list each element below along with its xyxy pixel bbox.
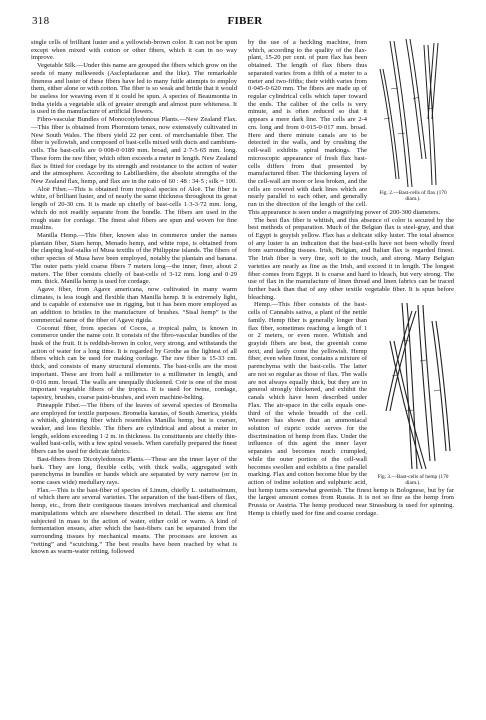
paragraph: single cells of brilliant luster and a yellowish-brown color. It can not be spun except when mixed with cotton or other fibers, which it can in no way improve. [31,39,237,62]
figure-caption: Fig. 3.—Bast-cells of hemp (170 diam.). [377,474,449,487]
paragraph-flax-quality: The best flax fiber is whitish, and this absence of color is secured by the best methods of preparation. Much of the Belgian flax is steel-gray, and that of Egypt is grayish yellow. Flax has a delicate silky luster. The total absence of any luster is an indication that the bast-cells have not been wholly freed from surrounding tissues. Irish, Belgian, and Italian flax is regarded finest. The Irish fiber is very fine, soft to the touch, and strong. Many Belgian varieties are nearly as fine as the Irish, and exceed it in length. The longest fiber comes from Egypt. It is coarse and hard to bleach, but very strong. The use of flax in the manufacture of linen thread and linen fabrics can be traced further back than that of any other textile vegetable fiber. It is spun before bleaching. [248,216,454,301]
right-column [248,39,454,518]
paragraph-coconut-fiber: Coconut fiber, from species of Cocos, a tropical palm, is known in commerce under the name coir. It consists of the fibro-vascular bundles of the husk of the fruit. It is reddish-brown in color, very strong, and withstands the action of water for a long time. It is regarded by Grothe as the lightest of all fibers which can be used for making cordage. The raw fiber is 15-33 cm. thick, and consists of many structural elements. The bast-cells are the most important. These are from half a millimeter to a millimeter in length, and 0·016 mm. broad. The walls are unequally thickened. Coir is one of the most important vegetable fibers of the tropics. It is used for twine, cordage, tapestry, brushes, coarse paint-brushes, and even machine-belting. [31,324,237,402]
paragraph-agave-fiber: Agave fiber, from Agave americana, now cultivated in many warm climates, is less tough and flexible than Manilla hemp. It is extremely light, and is capable of extensive use in rigging, but it has been more employed as an addition to bristles in the manufacture of brushes. “Sisal hemp” is the commercial name of the fiber of Agave rigida. [31,286,237,324]
flax-cells-illustration [372,39,454,189]
paragraph-manilla-hemp: Manilla Hemp.—This fiber, known also in commerce under the names plantain fiber, Siam hemp, Menado hemp, and white rope, is obtained from the clasping leaf-stalks of Musa textilis of the Philippine islands. The fibers of other species of Musa have been employed, notably the plantain and banana. The outer parts yield coarse fibers 7 meters long—the inner, finer, about 2 meters. The fiber consists chiefly of bast-cells of 3-12 mm. long and 0·29 mm. thick. Manilla hemp is used for cordage. [31,231,237,286]
paragraph-hemp: Hemp.—This fiber consists of the bast-cells of Cannabis sativa, a plant of the nettle family. Hemp fiber is generally longer than flax fiber, sometimes reaching a length of 1 or 2 meters, or even more. Whitish and grayish fibers are best, the greenish come next, and lastly come the yellowish. Hemp fiber, even when finest, contains a mixture of parenchyma with the bast-cells. The latter are not so regular as those of flax. The walls are not always equally thick, but they are in general strongly thickened, and exhibit the canals which have been described under Flax. The air-space in the cells equals one-third of the whole breadth of the cell. Wiesner has shown that an ammoniacal solution of cupric oxide serves for the discrimination of hemp from flax. Under the influence of this agent the inner layer separates and becomes much crumpled, while the outer portion of the cell-wall becomes swollen and exhibits a fine parallel marking. Flax and cotton become blue by the action of iodine solution and sulphuric acid, but hemp turns somewhat greenish. The finest hemp is Bolognese, but by far the largest amount comes from Russia. It is not so fine as the hemp from Prussia or Austria. The hemp produced near Strassburg is used for spinning. Hemp is chiefly used for fine and coarse cordage. [248,301,454,517]
paragraph-pineapple-fiber: Pineapple Fiber.—The fibers of the leaves of several species of Bromelia are employed for textile purposes. Bromelia karatas, of South America, yields a whitish, glistening fiber which resembles Manilla hemp, but is coarser, weaker, and less flexible. The fibers are cylindrical and about a meter in length, seldom exceeding 1·2 m. in thickness. Its constituents are chiefly thin-walled bast-cells, with a few spiral vessels. When carefully prepared the finest fibers can be used for delicate fabrics. [31,401,237,456]
paragraph-new-zealand-flax: Fibro-vascular Bundles of Monocotyledonous Plants.—New Zealand Flax.—This fiber is obtained from Phormium tenax, now extensively cultivated in New South Wales. The fibers yield 22 per cent. of merchantable fiber. The fiber is yellowish, and composed of bast-cells mixed with ducts and cambium-cells. The bast-cells are 0·008-0·0189 mm. broad, and 2·7-5·65 mm. long. These form the raw fiber, which often exceeds a meter in length. New Zealand flax is fitted for cordage by its strength and resistance to the action of water and the atmosphere. According to Labillardière, the absolute strengths of the New Zealand flax, hemp, and flax are in the ratio of 60 : 48 : 34·5 ; silk = 100. [31,116,237,185]
running-title: FIBER [227,15,263,27]
page-number: 318 [32,15,50,27]
figure-caption: Fig. 2.—Bast-cells of flax (170 diam.). [379,190,447,202]
paragraph-flax-cont: by the use of a heckling machine, from which, according to the quality of the flax-plant, 15-20 per cent. of pure flax has been obtained. The length of flax fibers thus separated varies from a fifth of a meter to a meter and two-fifths; their width varies from 0·045-0·620 mm. The fibers are made up of regular cylindrical cells which taper toward the ends. The caliber of the cells is very minute, and is often reduced so that it appears a mere dark line. The cells are 2-4 cm. long and from 0·015-0·017 mm. broad. Here and there minute canals are to be detected in the walls, and by crushing the cell-wall exhibits spiral markings. The microscopic appearance of fresh flax bast-cells differs from that presented by manufactured fiber. The thickening layers of the cell-wall are more or less broken, and the cells are covered with dark lines which are nearly parallel to each other, and generally run in the direction of the length of the cell. This appearance is seen under a magnifying power of 200-300 diameters. [248,39,441,216]
paragraph-aloe-fiber: Aloë Fiber.—This is obtained from tropical species of Aloë. The fiber is white, of brilliant luster, and of nearly the same thickness throughout its great length of 20-30 cm. It is made up chiefly of bast-cells 1·3-3·72 mm. long, which do not readily separate from the bundle. The fibers are used in the rough state for cordage. The finest aloë fibers are spun and woven for fine muslins. [31,185,237,232]
left-column [31,39,237,556]
hemp-cells-illustration [372,301,454,473]
paragraph-vegetable-silk: Vegetable Silk.—Under this name are grouped the fibers which grow on the seeds of many milkweeds (Asclepiadaceæ and the like). The remarkable fineness and luster of these fibers have led to many futile attempts to employ them, either alone or with cotton. The fiber is so weak and brittle that it would be useless for weaving even if it could be spun. A species of Beaumontia in India yields a vegetable silk of greater strength and almost pure whiteness. It is used in the manufacture of artificial flowers. [31,62,237,116]
figure-hemp-bast-cells [372,301,454,487]
paragraph-flax: Flax.—This is the bast-fiber of species of Linum, chiefly L. usitatissimum, of which there are several varieties. The separation of the bast-fibers of flax, hemp, etc., from their contiguous tissues involves mechanical and chemical manipulations which are elsewhere described in detail. The stems are first subjected in mass to the action of water, either cold or warm. A kind of fermentation ensues, after which the bast-fibers can be separated from the surrounding tissues by mechanical means. The processes are known as “retting” and “scutching.” The best results have been reached by what is known as warm-water retting, followed [31,486,237,556]
figure-flax-bast-cells [372,39,454,202]
page-header [32,15,458,29]
paragraph-bast-fibers: Bast-fibers from Dicotyledonous Plants.—These are the inner layer of the bark. They are long, flexible cells, with thick walls, aggregated with parenchyma in bundles or bands which are separated by very narrow (or in some cases wide) medullary rays. [31,455,237,486]
